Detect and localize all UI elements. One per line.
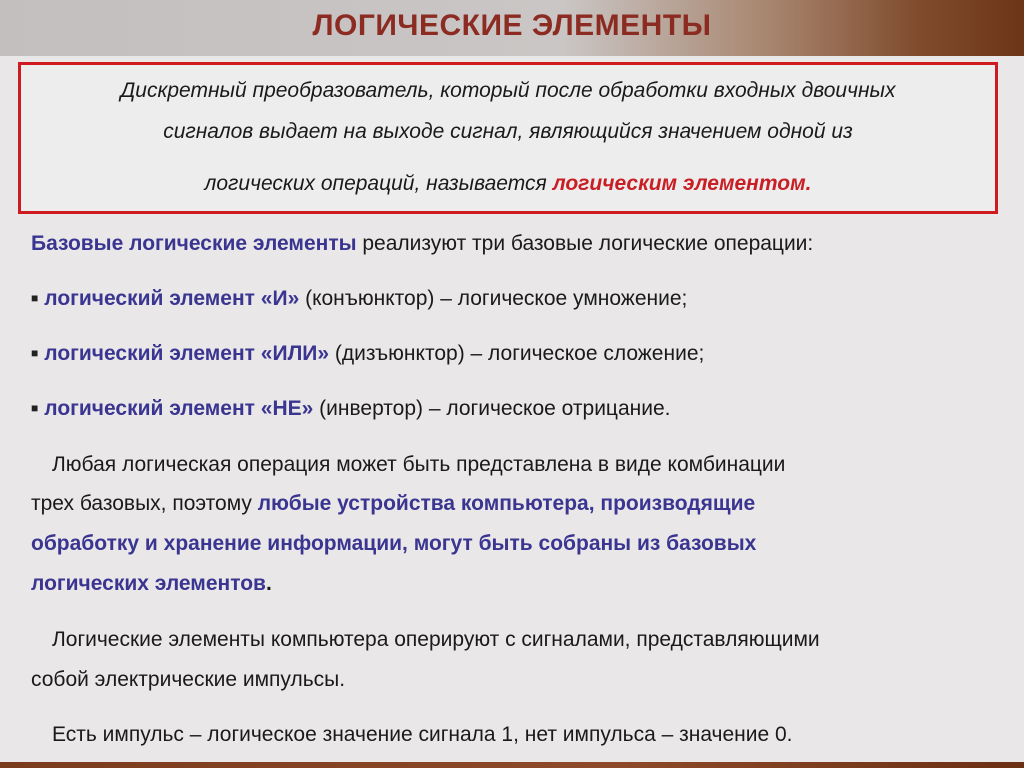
bullet-bold: логический элемент «НЕ»: [44, 397, 314, 420]
definition-line-3-text: логических операций, называется: [204, 172, 553, 195]
definition-line-3: [21, 172, 995, 196]
bullet-rest: (дизъюнктор) – логическое сложение;: [329, 342, 705, 365]
definition-line-1: Дискретный преобразователь, который после обработки входных двоичных: [120, 79, 896, 102]
paragraph-3-line-1: Есть импульс – логическое значение сигнала 1, нет импульса – значение 0.: [52, 723, 793, 746]
definition-period: .: [805, 172, 812, 195]
bullet-bold: логический элемент «И»: [44, 287, 300, 310]
bullet-rest: (инвертор) – логическое отрицание.: [313, 397, 671, 420]
bullet-square-icon: ■: [31, 401, 39, 415]
intro-line: [31, 232, 813, 256]
definition-box: [18, 62, 998, 214]
paragraph-1-line-4: [31, 572, 272, 596]
bullet-item-not: [31, 397, 670, 421]
bullet-square-icon: ■: [31, 291, 39, 305]
definition-highlight: логическим элементом: [552, 172, 806, 195]
paragraph-1-period: .: [265, 572, 272, 595]
bullet-item-or: [31, 342, 704, 366]
intro-bold: Базовые логические элементы: [31, 232, 357, 255]
paragraph-2-line-2: собой электрические импульсы.: [31, 668, 346, 691]
paragraph-2-line-1: Логические элементы компьютера оперируют с сигналами, представляющими: [52, 628, 820, 651]
bullet-bold: логический элемент «ИЛИ»: [44, 342, 330, 365]
paragraph-1-emphasis-2: обработку и хранение информации, могут быть собраны из базовых: [31, 532, 757, 555]
paragraph-1-emphasis: любые устройства компьютера, производящие: [257, 492, 756, 515]
paragraph-1-line-3: [31, 532, 756, 556]
paragraph-1-line-2: [31, 492, 755, 516]
bullet-square-icon: ■: [31, 346, 39, 360]
intro-rest: реализуют три базовые логические операции:: [356, 232, 814, 255]
bullet-item-and: [31, 287, 687, 311]
footer-bar: [0, 762, 1024, 768]
slide-title: ЛОГИЧЕСКИЕ ЭЛЕМЕНТЫ: [312, 9, 712, 42]
paragraph-1-line-2-text: трех базовых, поэтому: [31, 492, 258, 515]
definition-line-2: сигналов выдает на выходе сигнал, являющийся значением одной из: [163, 120, 853, 143]
paragraph-1-emphasis-3: логических элементов: [31, 572, 266, 595]
paragraph-1-line-1: Любая логическая операция может быть представлена в виде комбинации: [52, 453, 786, 476]
bullet-rest: (конъюнктор) – логическое умножение;: [299, 287, 688, 310]
